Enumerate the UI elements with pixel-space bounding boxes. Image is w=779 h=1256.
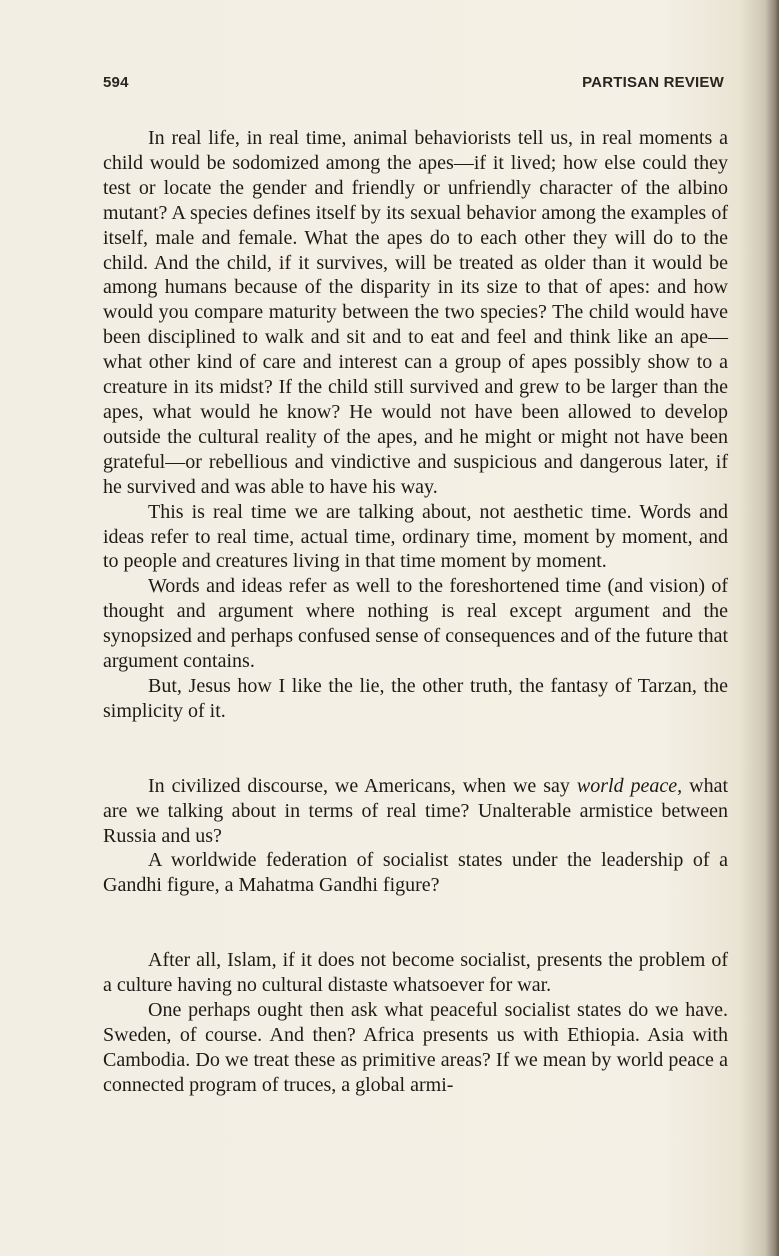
paragraph — [103, 774, 728, 849]
journal-title: PARTISAN REVIEW — [582, 74, 724, 91]
section-break — [103, 898, 728, 948]
paragraph: After all, Islam, if it does not become socialist, presents the problem of a culture having no cultural distaste whatsoever for war. — [103, 949, 728, 997]
section-break — [103, 724, 728, 774]
paragraph: One perhaps ought then ask what peaceful socialist states do we have. Sweden, of course. And then? Africa presents us with Ethiopia. Asia with Cambodia. Do we treat these as primitive areas? If we mean by world peace a connected program of truces, a global armi- — [103, 999, 728, 1096]
page-number: 594 — [103, 74, 129, 91]
paragraph: A worldwide federation of socialist states under the leadership of a Gandhi figure, a Mahatma Gandhi figure? — [103, 849, 728, 897]
paragraph: In real life, in real time, animal behaviorists tell us, in real moments a child would be sodomized among the apes—if it lived; how else could they test or locate the gender and friendly or unfriendly character of the albino mutant? A species defines itself by its sexual behavior among the examples of itself, male and female. What the apes do to each other they will do to the child. And the child, if it survives, will be treated as older than it would be among humans because of the disparity in its size to that of apes: and how would you compare maturity between the two species? The child would have been disciplined to walk and sit and to eat and feel and think like an ape—what other kind of care and interest can a group of apes possibly show to a creature in its midst? If the child still survived and grew to be larger than the apes, what would he know? He would not have been allowed to develop outside the cultural reality of the apes, and he might or might not have been grateful—or rebellious and vindictive and suspicious and dangerous later, if he survived and was able to have his way. — [103, 127, 728, 498]
paragraph: Words and ideas refer as well to the foreshortened time (and vision) of thought and argument where nothing is real except argument and the synopsized and perhaps confused sense of consequences and of the future that argument contains. — [103, 575, 728, 673]
body-text — [103, 126, 728, 1098]
page-edge-shadow — [765, 0, 779, 1256]
running-head — [103, 74, 724, 96]
paragraph-text: In civilized discourse, we Americans, when we say — [148, 774, 577, 797]
paragraph-text: what are we talking about in terms of real time? Unalterable armistice between Russia and us? — [103, 774, 729, 847]
paragraph: But, Jesus how I like the lie, the other truth, the fantasy of Tarzan, the simplicity of it. — [103, 674, 728, 722]
italic-phrase: world peace, — [576, 774, 683, 797]
paragraph: This is real time we are talking about, not aesthetic time. Words and ideas refer to real time, actual time, ordinary time, moment by moment, and to people and creatures living in that time moment by moment. — [103, 500, 728, 573]
